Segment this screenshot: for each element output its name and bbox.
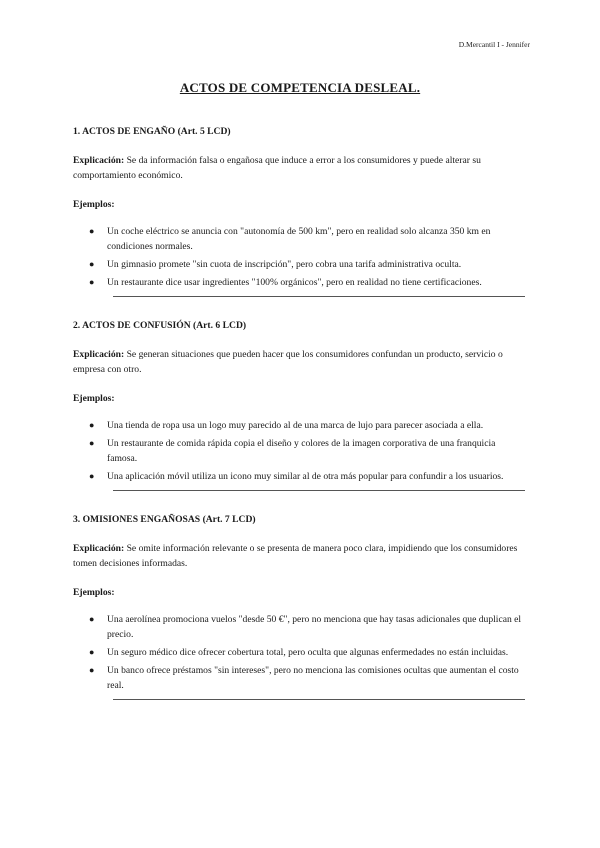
section-omisiones-enganosas bbox=[73, 512, 525, 700]
section-divider bbox=[113, 296, 525, 297]
section-divider bbox=[113, 490, 525, 491]
list-item bbox=[83, 645, 525, 660]
section-article: (Art. 6 LCD) bbox=[193, 320, 247, 331]
list-item-text: Un restaurante de comida rápida copia el diseño y colores de la imagen corporativa de una franquicia famosa. bbox=[107, 438, 496, 464]
list-item bbox=[83, 418, 525, 433]
list-item bbox=[83, 224, 525, 254]
section-actos-de-confusion bbox=[73, 318, 525, 491]
list-item bbox=[83, 469, 525, 484]
bullet-icon: ● bbox=[89, 647, 95, 657]
list-item-text: Una aplicación móvil utiliza un icono muy similar al de otra más popular para confundir a los usuarios. bbox=[107, 471, 504, 482]
bullet-icon: ● bbox=[89, 438, 95, 448]
bullet-icon: ● bbox=[89, 259, 95, 269]
section-article: (Art. 7 LCD) bbox=[202, 514, 256, 525]
explanation-text: Se generan situaciones que pueden hacer que los consumidores confundan un producto, servicio o empresa con otro. bbox=[73, 349, 503, 375]
section-divider bbox=[113, 699, 525, 700]
list-item-text: Una tienda de ropa usa un logo muy parecido al de una marca de lujo para parecer asociada a ella. bbox=[107, 420, 484, 431]
explanation-label: Explicación: bbox=[73, 543, 125, 554]
list-item-text: Un gimnasio promete "sin cuota de inscripción", pero cobra una tarifa administrativa oculta. bbox=[107, 259, 462, 270]
list-item-text: Un coche eléctrico se anuncia con "autonomía de 500 km", pero en realidad solo alcanza 350 km en condiciones normales. bbox=[107, 226, 491, 252]
list-item-text: Una aerolínea promociona vuelos "desde 50 €", pero no menciona que hay tasas adicionales que duplican el precio. bbox=[107, 614, 522, 640]
explanation-text: Se omite información relevante o se presenta de manera poco clara, impidiendo que los consumidores tomen decisiones informadas. bbox=[73, 543, 518, 569]
document-body bbox=[73, 124, 525, 700]
bullet-icon: ● bbox=[89, 471, 95, 481]
list-item bbox=[83, 436, 525, 466]
bullet-icon: ● bbox=[89, 614, 95, 624]
section-heading-text: 2. ACTOS DE CONFUSIÓN bbox=[73, 320, 191, 331]
examples-list bbox=[73, 418, 525, 484]
section-heading bbox=[73, 512, 525, 527]
list-item bbox=[83, 663, 525, 693]
explanation-paragraph bbox=[73, 347, 525, 377]
list-item-text: Un seguro médico dice ofrecer cobertura total, pero oculta que algunas enfermedades no están incluidas. bbox=[107, 647, 509, 658]
explanation-label: Explicación: bbox=[73, 349, 125, 360]
explanation-label: Explicación: bbox=[73, 155, 125, 166]
bullet-icon: ● bbox=[89, 277, 95, 287]
list-item bbox=[83, 257, 525, 272]
bullet-icon: ● bbox=[89, 420, 95, 430]
section-heading-text: 3. OMISIONES ENGAÑOSAS bbox=[73, 514, 201, 525]
page-header: D.Mercantil I - Jennifer bbox=[458, 40, 530, 49]
document-title: ACTOS DE COMPETENCIA DESLEAL. bbox=[179, 80, 421, 95]
section-actos-de-engano bbox=[73, 124, 525, 297]
explanation-text: Se da información falsa o engañosa que induce a error a los consumidores y puede alterar su comportamiento económico. bbox=[73, 155, 481, 181]
examples-list bbox=[73, 612, 525, 693]
explanation-paragraph bbox=[73, 541, 525, 571]
section-heading bbox=[73, 318, 525, 333]
examples-label: Ejemplos: bbox=[73, 199, 115, 210]
section-heading bbox=[73, 124, 525, 139]
examples-list bbox=[73, 224, 525, 290]
examples-label: Ejemplos: bbox=[73, 393, 115, 404]
bullet-icon: ● bbox=[89, 226, 95, 236]
list-item-text: Un banco ofrece préstamos "sin intereses", pero no menciona las comisiones ocultas que aumentan el costo real. bbox=[107, 665, 519, 691]
list-item bbox=[83, 275, 525, 290]
bullet-icon: ● bbox=[89, 665, 95, 675]
list-item bbox=[83, 612, 525, 642]
examples-label: Ejemplos: bbox=[73, 587, 115, 598]
explanation-paragraph bbox=[73, 153, 525, 183]
section-article: (Art. 5 LCD) bbox=[177, 126, 231, 137]
list-item-text: Un restaurante dice usar ingredientes "100% orgánicos", pero en realidad no tiene certificaciones. bbox=[107, 277, 482, 288]
section-heading-text: 1. ACTOS DE ENGAÑO bbox=[73, 126, 176, 137]
